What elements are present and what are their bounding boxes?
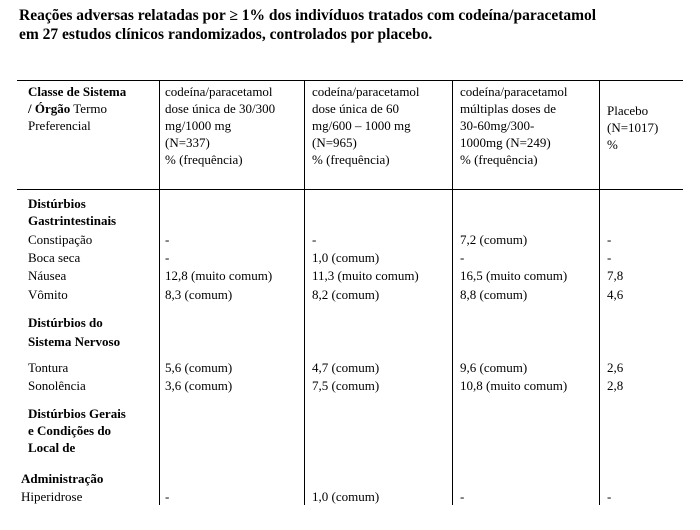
cell-boca-seca-c2: 1,0 (comum) [312, 250, 380, 265]
cell-boca-seca-c1: - [165, 250, 170, 265]
cell-sonolencia-c1: 3,6 (comum) [165, 378, 233, 393]
row-label-boca-seca: Boca seca [28, 250, 81, 265]
table-title [19, 6, 679, 44]
cell-vomito-c4: 4,6 [607, 287, 624, 302]
cell-constipacao-c1: - [165, 232, 170, 247]
adverse-reactions-table [17, 80, 683, 505]
cell-tontura-c1: 5,6 (comum) [165, 360, 233, 375]
group-nervous-system: Distúrbios do Sistema Nervoso [28, 315, 121, 349]
cell-vomito-c1: 8,3 (comum) [165, 287, 233, 302]
group-general-disorders-tail: Administração [21, 471, 104, 486]
cell-vomito-c2: 8,2 (comum) [312, 287, 380, 302]
title-line-1: Reações adversas relatadas por ≥ 1% dos indivíduos tratados com codeína/paracetamol [19, 7, 597, 24]
cell-constipacao-c2: - [312, 232, 317, 247]
cell-nausea-c2: 11,3 (muito comum) [312, 268, 419, 283]
header-placebo: Placebo (N=1017) % [607, 103, 659, 152]
cell-vomito-c3: 8,8 (comum) [460, 287, 528, 302]
cell-hiperidrose-c2: 1,0 (comum) [312, 489, 380, 504]
header-single-dose-30: codeína/paracetamol dose única de 30/300 mg/1000 mg (N=337) % (frequência) [165, 84, 276, 167]
cell-sonolencia-c3: 10,8 (muito comum) [460, 378, 568, 393]
cell-nausea-c1: 12,8 (muito comum) [165, 268, 273, 283]
cell-tontura-c3: 9,6 (comum) [460, 360, 528, 375]
cell-hiperidrose-c4: - [607, 489, 612, 504]
column-divider-1 [159, 80, 160, 505]
cell-hiperidrose-c3: - [460, 489, 465, 504]
cell-boca-seca-c4: - [607, 250, 612, 265]
header-col0-line1: Classe de Sistema [28, 84, 127, 99]
header-col0-line2: / Órgão Termo [28, 101, 108, 116]
row-label-hiperidrose: Hiperidrose [21, 489, 83, 504]
cell-tontura-c2: 4,7 (comum) [312, 360, 380, 375]
cell-sonolencia-c4: 2,8 [607, 378, 624, 393]
title-line-2: em 27 estudos clínicos randomizados, controlados por placebo. [19, 26, 433, 43]
header-single-dose-60: codeína/paracetamol dose única de 60 mg/600 – 1000 mg (N=965) % (frequência) [312, 84, 420, 167]
row-label-sonolencia: Sonolência [28, 378, 86, 393]
column-divider-3 [452, 80, 453, 505]
cell-boca-seca-c3: - [460, 250, 465, 265]
cell-nausea-c4: 7,8 [607, 268, 624, 283]
table-top-border [17, 80, 683, 81]
row-label-tontura: Tontura [28, 360, 69, 375]
cell-constipacao-c3: 7,2 (comum) [460, 232, 528, 247]
header-multiple-doses: codeína/paracetamol múltiplas doses de 30-60mg/300- 1000mg (N=249) % (frequência) [460, 84, 568, 167]
cell-hiperidrose-c1: - [165, 489, 170, 504]
cell-nausea-c3: 16,5 (muito comum) [460, 268, 568, 283]
cell-constipacao-c4: - [607, 232, 612, 247]
header-system-organ-class [28, 83, 158, 134]
row-label-vomito: Vômito [28, 287, 68, 302]
group-gastrointestinal: Distúrbios Gastrintestinais [28, 196, 117, 228]
header-col0-line3: Preferencial [28, 118, 91, 133]
header-bottom-border [17, 189, 683, 190]
cell-tontura-c4: 2,6 [607, 360, 624, 375]
row-label-constipacao: Constipação [28, 232, 93, 247]
row-label-nausea: Náusea [28, 268, 67, 283]
cell-sonolencia-c2: 7,5 (comum) [312, 378, 380, 393]
group-general-disorders: Distúrbios Gerais e Condições do Local de [28, 406, 126, 455]
